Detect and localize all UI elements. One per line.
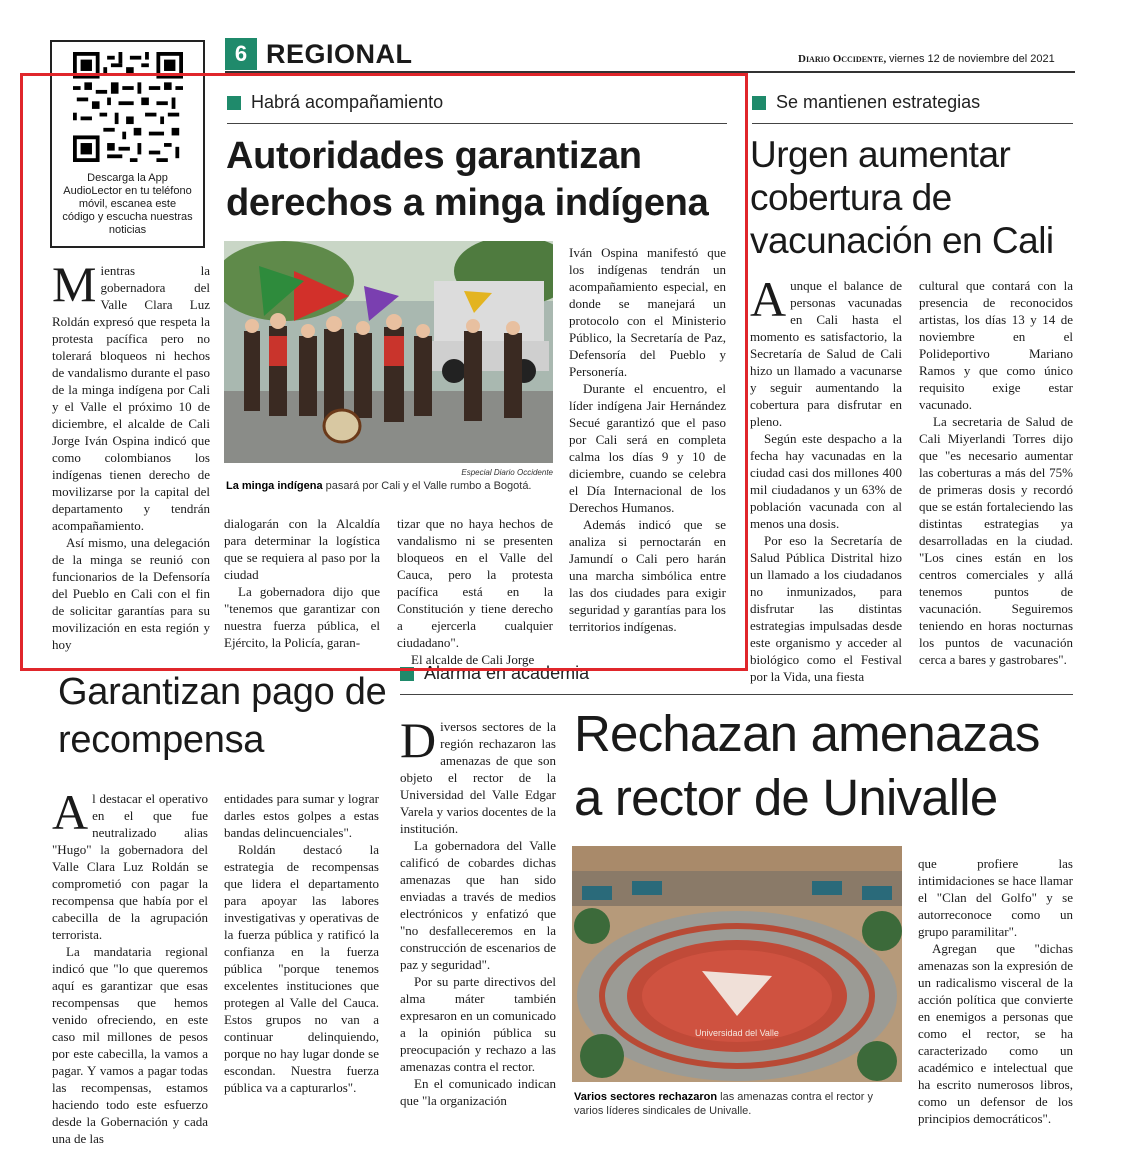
article3-col1 [52, 784, 208, 1147]
article1-col2 [224, 515, 380, 651]
dropcap: M [52, 256, 97, 312]
article1-col2-p2: La gobernadora dijo que "tenemos que garantizar con nuestra fuerza pública, el Ejército, la Policía, garan- [224, 584, 380, 650]
article3-col1-p1: l destacar el operativo en el que fue neutralizado alias "Hugo" la gobernadora del Valle Clara Luz Roldán se comprometió con pagar la recompensa que había por el cabecilla de la agrupación terrorista. [52, 791, 208, 942]
article4-caption [574, 1090, 904, 1118]
article2-col1 [750, 271, 902, 685]
article4-caption-rest: las amenazas contra el rector y varios líderes sindicales de Univalle. [574, 1091, 873, 1117]
article1-col1-p1: ientras la gobernadora del Valle Clara Luz Roldán expresó que respeta la protesta pacífica pero no tolerará bloqueos ni hechos de vandalismo durante el paso de la minga indígena por Cali y el Valle el próximo 10 de diciembre, el alcalde de Cali Jorge Iván Ospina indicó que como colombianos los indígenas tienen derecho de movilizarse por la capital del departamento y tendrán acompañamiento. [52, 263, 210, 533]
article2-headline: Urgen aumentar cobertura de vacunación en Cali [750, 134, 1054, 261]
article4-kicker-text: Alarma en academia [424, 663, 590, 683]
article2-kicker-text: Se mantienen estrategias [776, 92, 981, 112]
qr-code-icon[interactable] [73, 52, 183, 162]
univalle-photo-illustration [572, 846, 902, 1082]
article2-col1-p2: Según este despacho a la fecha hay vacunadas en la ciudad casi dos millones 400 mil ciudadanos y un 63% de población vacunada con al menos una dosis. [750, 431, 902, 531]
article1-kicker [227, 92, 443, 113]
square-icon [400, 667, 414, 681]
article1-col1 [52, 256, 210, 653]
article2-col2 [919, 277, 1073, 668]
dropcap: A [52, 784, 89, 840]
square-icon [227, 96, 241, 110]
article2-col2-p1: cultural que contará con la presencia de reconocidos artistas, los días 13 y 14 de noviembre en el Polideportivo Mariano Ramos y que como único requisito exige estar vacunado. [919, 278, 1073, 412]
univalle-sign: Universidad del Valle [695, 1028, 779, 1038]
article1-col1-p2: Así mismo, una delegación de la minga se reunió con funcionarios de la Defensoría del Pueblo en Cali con el fin de solicitar garantías para su movilización en esta región y hoy [52, 535, 210, 652]
article1-col3 [397, 515, 553, 668]
article4-col1-p3: Por su parte directivos del alma máter también expresaron en un comunicado a la opinión pública su preocupación y rechazo a las amenazas contra el rector. [400, 974, 556, 1074]
article4-col1-p4: En el comunicado indican que "la organización [400, 1076, 556, 1108]
article3-col2-p2: Roldán destacó la estrategia de recompensas que lidera el departamento para apoyar las labores investigativas y operativas de la fuerza pública y ratificó la confianza en la fuerza pública "porque tenemos excelentes instituciones que protegen al Valle del Cauca. Estos grupos no van a continuar delinquiendo, porque no hay lugar donde se escondan. Nuestra fuerza pública va a capturarlos". [224, 842, 379, 1095]
qr-box [50, 40, 205, 248]
masthead-name: Diario Occidente, [798, 53, 887, 65]
article1-col4-p2: Durante el encuentro, el líder indígena Jair Hernández Secué garantizó que el paso por Cali será en completa calma los días 9 y 10 de diciembre, cuando se celebra el Día Internacional de los Derechos Humanos. [569, 381, 726, 515]
article1-col4-p1: Iván Ospina manifestó que los indígenas tendrán un acompañamiento especial, en donde se manejará un protocolo con el Ministerio Público, la Secretaría de Paz, Defensoría del Pueblo y Personería. [569, 245, 726, 379]
article4-headline: Rechazan amenazas a rector de Univalle [574, 705, 1040, 826]
masthead [798, 53, 1055, 65]
section-title: REGIONAL [266, 39, 413, 69]
dropcap: A [750, 271, 787, 327]
square-icon [752, 96, 766, 110]
article2-col2-p2: La secretaria de Salud de Cali Miyerlandi Torres dijo que "es necesario aumentar las coberturas a más del 75% de primeras dosis y recordó que se están fortaleciendo las distintas estrategias ya desarrolladas en la ciudad. "Los cines están en los centros comerciales y allá tenemos puntos de vacunación. Seguiremos teniendo en horas nocturnas los puntos de vacunación cerca a bares y gastrobares". [919, 414, 1073, 667]
article1-col4-p3: Además indicó que se analiza si pernoctarán en Jamundí o Cali pero harán una marcha simbólica entre las dos ciudades para exigir seguridad y garantías para los territorios indígenas. [569, 517, 726, 634]
article4-col3-p1: que profiere las intimidaciones se hace llamar el "Clan del Golfo" y se autorreconoce como un grupo paramilitar". [918, 856, 1073, 939]
article1-col3-p1: tizar que no haya hechos de vandalismo ni se presenten bloqueos en el Valle del Cauca, pero la protesta pacífica está en la Constitución y tiene derecho a ejercerla cualquier ciudadano". [397, 516, 553, 650]
article3-headline: Garantizan pago de recompensa [58, 671, 387, 761]
article2-kicker-rule [752, 123, 1073, 124]
article1-caption [226, 479, 556, 493]
minga-photo [224, 241, 553, 463]
article3-col1-p2: La mandataria regional indicó que "lo que queremos aquí es garantizar que esas recompensas que hemos venido ofreciendo, en este caso mil millones de pesos por este cabecilla, la vamos a pagar. Y vamos a pagar todas las recompensas, estamos haciendo todo este esfuerzo desde la Gobernación y cada una de las [52, 944, 208, 1146]
issue-date: viernes 12 de noviembre del 2021 [888, 53, 1055, 65]
article4-col1-p1: iversos sectores de la región rechazaron las amenazas de que son objeto el rector de la Universidad del Valle Edgar Varela y varios docentes de la institución. [400, 719, 556, 836]
article3-col2 [224, 790, 379, 1096]
qr-instructions: Descarga la App AudioLector en tu teléfono móvil, escanea este código y escucha nuestras noticias [62, 172, 193, 236]
article1-kicker-text: Habrá acompañamiento [251, 92, 444, 112]
article3-col2-p1: entidades para sumar y lograr darles estos golpes a estas bandas delincuenciales". [224, 791, 379, 840]
univalle-photo [572, 846, 902, 1082]
header-rule [225, 71, 1075, 73]
article4-col1-p2: La gobernadora del Valle calificó de cobardes dichas amenazas que han sido enviadas a través de medios electrónicos y enfatizó que "no desfalleceremos en la construcción de escenarios de paz y seguridad". [400, 838, 556, 972]
article1-kicker-rule [227, 123, 727, 124]
article1-col3-p2: El alcalde de Cali Jorge [411, 652, 535, 667]
dropcap: D [400, 712, 437, 768]
article4-caption-bold: Varios sectores rechazaron [574, 1091, 718, 1103]
article1-col2-p1: dialogarán con la Alcaldía para determinar la logística que se requiera al paso por la ciudad [224, 516, 380, 582]
article2-col1-p3: Por eso la Secretaría de Salud Pública Distrital hizo un llamado a los ciudadanos no inmunizados, para disfrutar las distintas estrategias impulsadas desde este organismo y acceder al biológico como el Festival por la Vida, una fiesta [750, 533, 902, 684]
article4-kicker [400, 663, 589, 684]
article1-photo-credit: Especial Diario Occidente [461, 468, 553, 477]
article4-col1 [400, 712, 556, 1109]
article4-col3-p2: Agregan que "dichas amenazas son la expresión de un radicalismo visceral de la acción política que convierte en enemigos a personas que como el rector, se ha caracterizado como un académico e intelectual que ha escrito numerosos libros, como un defensor de los principios democráticos". [918, 941, 1073, 1126]
page-number-badge: 6 [225, 38, 257, 70]
article1-caption-bold: La minga indígena [226, 480, 323, 492]
article1-col4 [569, 244, 726, 635]
minga-photo-illustration [224, 241, 553, 463]
article1-caption-rest: pasará por Cali y el Valle rumbo a Bogotá. [325, 480, 532, 492]
article4-col3 [918, 855, 1073, 1127]
article1-headline: Autoridades garantizan derechos a minga indígena [226, 135, 709, 224]
article4-kicker-rule [400, 694, 1073, 695]
article2-col1-p1: unque el balance de personas vacunadas en Cali hasta el momento es satisfactorio, la Secretaría de Salud de Cali hizo un llamado a vacunarse y seguir aumentando la cobertura para disfrutar en pleno. [750, 278, 902, 429]
article2-kicker [752, 92, 980, 113]
